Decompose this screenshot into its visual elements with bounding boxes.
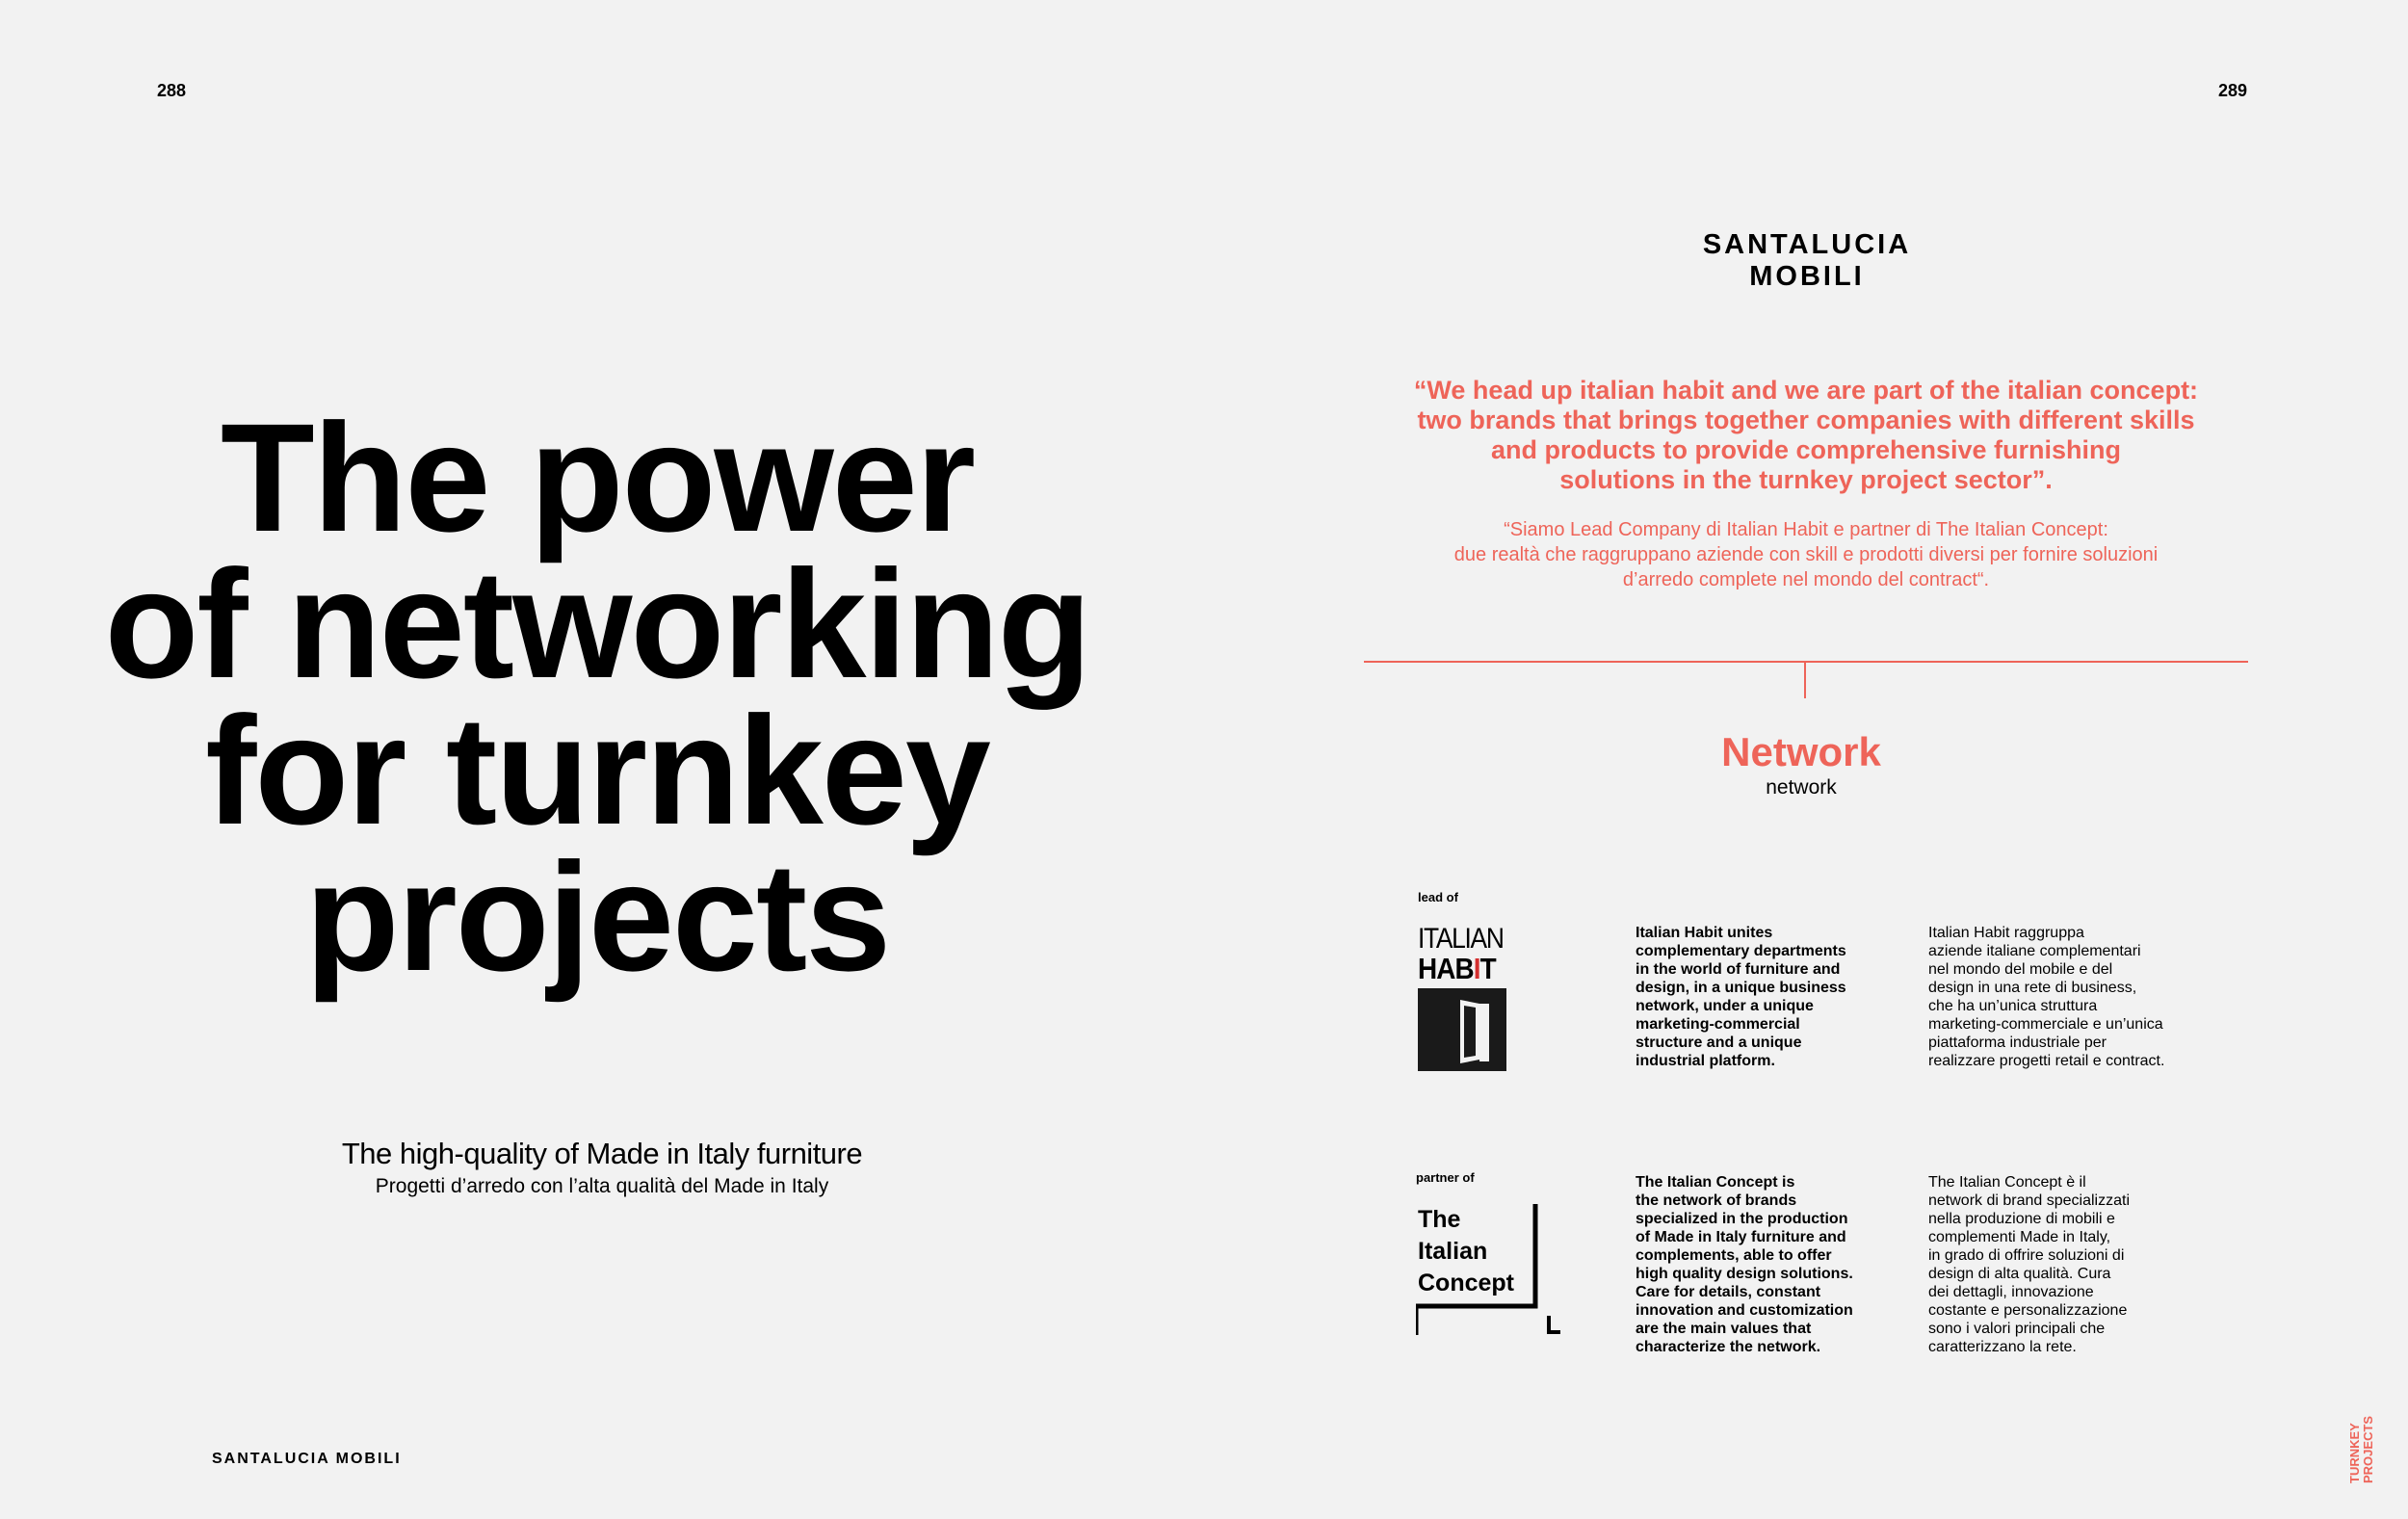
italian-concept-text-en: The Italian Concept is the network of brands specialized in the production of Made in Italy furniture and complements, able to offer high quality design solutions. Care for details, constant innovation and customization are the main values that characterize the network. xyxy=(1636,1174,1853,1355)
quote-line: due realtà che raggruppano aziende con skill e prodotti diversi per fornire soluzioni xyxy=(1453,544,2159,565)
section-tab: TURNKEY PROJECTS xyxy=(2347,1415,2375,1483)
logo-line: Concept xyxy=(1418,1270,1514,1296)
brand-heading: SANTALUCIA MOBILI xyxy=(1702,229,1912,292)
divider-stem xyxy=(1804,662,1806,698)
page-number-right: 289 xyxy=(2218,81,2248,100)
partner-of-label: partner of xyxy=(1416,1170,1475,1185)
door-icon xyxy=(1418,988,1506,1071)
italian-habit-logo xyxy=(1418,925,1510,1071)
footer-brand: SANTALUCIA MOBILI xyxy=(212,1451,402,1467)
headline xyxy=(58,391,1137,1003)
headline-line: The power xyxy=(220,391,975,563)
divider-line xyxy=(1364,661,2248,663)
logo-line: HABIT xyxy=(1418,952,1496,985)
quote-english xyxy=(1348,376,2264,495)
logo-line: Italian xyxy=(1418,1238,1488,1265)
logo-line: The xyxy=(1418,1206,1461,1233)
quote-line: solutions in the turnkey project sector”. xyxy=(1559,465,2053,494)
italian-concept-text-it: The Italian Concept è il network di brand specializzati nella produzione di mobili e complementi Made in Italy, in grado di offrire soluzioni di design di alta qualità. Cura dei dettagli, innovazione costante e personalizzazione sono i valori principali che caratterizzano la rete. xyxy=(1928,1174,2130,1355)
quote-line: “We head up italian habit and we are part of the italian concept: xyxy=(1413,376,2199,405)
logo-line: ITALIAN xyxy=(1418,923,1504,955)
network-subtitle: network xyxy=(1766,776,1837,799)
lead-of-label: lead of xyxy=(1418,890,1458,904)
headline-line: of networking xyxy=(104,537,1090,710)
quote-line: two brands that brings together companies with different skills xyxy=(1417,406,2195,434)
subtitle-italian: Progetti d’arredo con l’alta qualità del Made in Italy xyxy=(375,1175,829,1197)
quote-line: d’arredo complete nel mondo del contract“. xyxy=(1622,569,1990,590)
italian-habit-text-it: Italian Habit raggruppa aziende italiane complementari nel mondo del mobile e del design in una rete di business, che ha un’unica struttura marketing-commerciale e un’unica piattaforma industriale per realizzare progetti retail e contract. xyxy=(1928,925,2165,1069)
quote-italian xyxy=(1348,517,2264,592)
quote-line: and products to provide comprehensive furnishing xyxy=(1490,435,2122,464)
quote-line: “Siamo Lead Company di Italian Habit e partner di The Italian Concept: xyxy=(1504,519,2108,540)
concept-frame-icon xyxy=(1416,1204,1570,1335)
headline-line: projects xyxy=(304,830,890,1003)
subtitle-english: The high-quality of Made in Italy furniture xyxy=(341,1137,863,1170)
italian-habit-text-en: Italian Habit unites complementary departments in the world of furniture and design, in a unique business network, under a unique marketing-commercial structure and a unique industrial platform. xyxy=(1636,925,1846,1069)
italian-concept-logo xyxy=(1416,1204,1570,1335)
headline-line: for turnkey xyxy=(205,684,989,856)
network-title: Network xyxy=(1721,729,1881,774)
page-number-left: 288 xyxy=(157,81,187,100)
